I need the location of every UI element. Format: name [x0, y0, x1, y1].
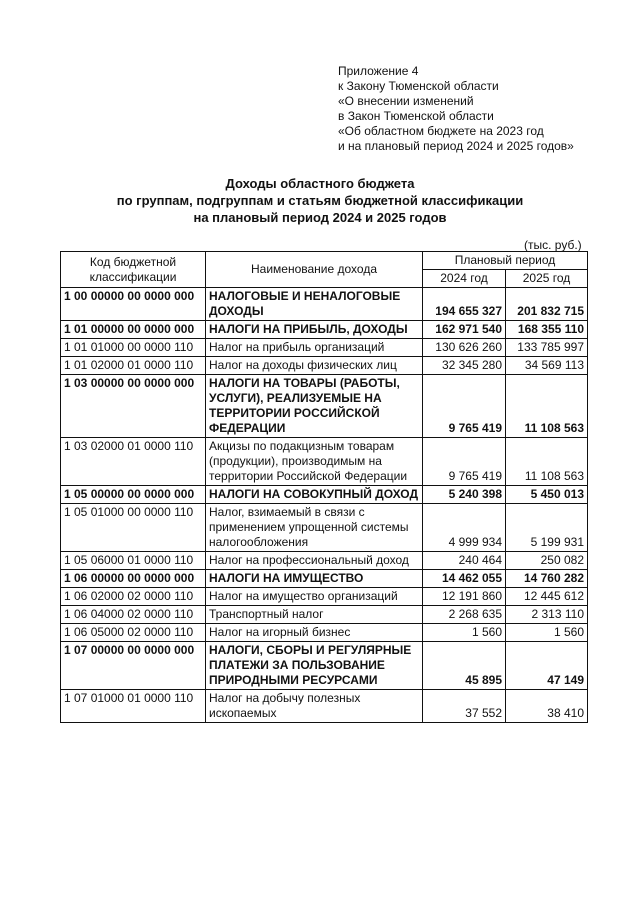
row-name: Налог на добычу полезных ископаемых: [206, 690, 423, 723]
table-row: [61, 339, 588, 357]
row-code: 1 05 01000 00 0000 110: [61, 504, 206, 552]
row-code: 1 05 06000 01 0000 110: [61, 552, 206, 570]
table-row: [61, 570, 588, 588]
row-value-2025: 47 149: [506, 642, 588, 690]
appendix-line: к Закону Тюменской области: [338, 79, 499, 93]
row-value-2024: 162 971 540: [423, 321, 506, 339]
header-name: Наименование дохода: [206, 252, 423, 288]
row-code: 1 06 04000 02 0000 110: [61, 606, 206, 624]
table-body: [61, 288, 588, 723]
row-code: 1 06 00000 00 0000 000: [61, 570, 206, 588]
document-title: [60, 175, 580, 226]
row-value-2024: 14 462 055: [423, 570, 506, 588]
row-value-2024: 1 560: [423, 624, 506, 642]
title-line-1: Доходы областного бюджета: [225, 176, 415, 191]
row-code: 1 00 00000 00 0000 000: [61, 288, 206, 321]
row-name: Налог, взимаемый в связи с применением упрощенной системы налогообложения: [206, 504, 423, 552]
title-line-3: на плановый период 2024 и 2025 годов: [193, 210, 447, 225]
row-code: 1 07 01000 01 0000 110: [61, 690, 206, 723]
row-name: Налог на игорный бизнес: [206, 624, 423, 642]
row-code: 1 01 00000 00 0000 000: [61, 321, 206, 339]
row-value-2024: 45 895: [423, 642, 506, 690]
table-row: [61, 321, 588, 339]
revenue-table: [60, 251, 588, 723]
row-code: 1 05 00000 00 0000 000: [61, 486, 206, 504]
appendix-note: [338, 64, 574, 154]
row-name: Транспортный налог: [206, 606, 423, 624]
table-row: [61, 642, 588, 690]
row-value-2025: 11 108 563: [506, 438, 588, 486]
header-code: Код бюджетной классификации: [61, 252, 206, 288]
table-row: [61, 552, 588, 570]
row-value-2025: 14 760 282: [506, 570, 588, 588]
row-code: 1 01 01000 00 0000 110: [61, 339, 206, 357]
table-row: [61, 690, 588, 723]
appendix-line: в Закон Тюменской области: [338, 109, 494, 123]
row-name: НАЛОГИ НА ПРИБЫЛЬ, ДОХОДЫ: [206, 321, 423, 339]
row-value-2025: 168 355 110: [506, 321, 588, 339]
row-value-2024: 240 464: [423, 552, 506, 570]
header-period: Плановый период: [423, 252, 588, 270]
row-value-2025: 133 785 997: [506, 339, 588, 357]
row-value-2024: 2 268 635: [423, 606, 506, 624]
title-line-2: по группам, подгруппам и статьям бюджетной классификации: [116, 193, 524, 208]
row-value-2024: 9 765 419: [423, 438, 506, 486]
row-name: НАЛОГИ НА ТОВАРЫ (РАБОТЫ, УСЛУГИ), РЕАЛИЗУЕМЫЕ НА ТЕРРИТОРИИ РОССИЙСКОЙ ФЕДЕРАЦИИ: [206, 375, 423, 438]
row-value-2024: 12 191 860: [423, 588, 506, 606]
row-name: Акцизы по подакцизным товарам (продукции), производимым на территории Российской Федерации: [206, 438, 423, 486]
table-row: [61, 288, 588, 321]
appendix-line: Приложение 4: [338, 64, 419, 78]
row-name: НАЛОГИ, СБОРЫ И РЕГУЛЯРНЫЕ ПЛАТЕЖИ ЗА ПОЛЬЗОВАНИЕ ПРИРОДНЫМИ РЕСУРСАМИ: [206, 642, 423, 690]
row-value-2025: 1 560: [506, 624, 588, 642]
row-value-2025: 2 313 110: [506, 606, 588, 624]
units-label: (тыс. руб.): [524, 238, 582, 252]
row-value-2024: 194 655 327: [423, 288, 506, 321]
row-value-2025: 12 445 612: [506, 588, 588, 606]
row-name: Налог на доходы физических лиц: [206, 357, 423, 375]
row-name: Налог на профессиональный доход: [206, 552, 423, 570]
row-value-2025: 38 410: [506, 690, 588, 723]
table-row: [61, 357, 588, 375]
appendix-line: «Об областном бюджете на 2023 год: [338, 124, 544, 138]
row-name: НАЛОГОВЫЕ И НЕНАЛОГОВЫЕ ДОХОДЫ: [206, 288, 423, 321]
table-row: [61, 606, 588, 624]
row-code: 1 06 02000 02 0000 110: [61, 588, 206, 606]
table-row: [61, 486, 588, 504]
row-value-2025: 34 569 113: [506, 357, 588, 375]
row-value-2024: 32 345 280: [423, 357, 506, 375]
header-year-2024: 2024 год: [423, 270, 506, 288]
row-value-2025: 5 199 931: [506, 504, 588, 552]
row-name: НАЛОГИ НА ИМУЩЕСТВО: [206, 570, 423, 588]
row-value-2024: 37 552: [423, 690, 506, 723]
table-row: [61, 624, 588, 642]
row-name: Налог на прибыль организаций: [206, 339, 423, 357]
row-value-2024: 9 765 419: [423, 375, 506, 438]
table-row: [61, 504, 588, 552]
row-code: 1 01 02000 01 0000 110: [61, 357, 206, 375]
row-code: 1 06 05000 02 0000 110: [61, 624, 206, 642]
header-year-2025: 2025 год: [506, 270, 588, 288]
appendix-line: «О внесении изменений: [338, 94, 474, 108]
row-code: 1 03 00000 00 0000 000: [61, 375, 206, 438]
row-value-2025: 250 082: [506, 552, 588, 570]
row-value-2025: 11 108 563: [506, 375, 588, 438]
row-value-2025: 201 832 715: [506, 288, 588, 321]
table-row: [61, 438, 588, 486]
row-code: 1 03 02000 01 0000 110: [61, 438, 206, 486]
table-row: [61, 375, 588, 438]
appendix-line: и на плановый период 2024 и 2025 годов»: [338, 139, 574, 153]
row-value-2024: 130 626 260: [423, 339, 506, 357]
row-value-2025: 5 450 013: [506, 486, 588, 504]
row-code: 1 07 00000 00 0000 000: [61, 642, 206, 690]
row-name: НАЛОГИ НА СОВОКУПНЫЙ ДОХОД: [206, 486, 423, 504]
row-value-2024: 5 240 398: [423, 486, 506, 504]
table-row: [61, 588, 588, 606]
row-value-2024: 4 999 934: [423, 504, 506, 552]
row-name: Налог на имущество организаций: [206, 588, 423, 606]
